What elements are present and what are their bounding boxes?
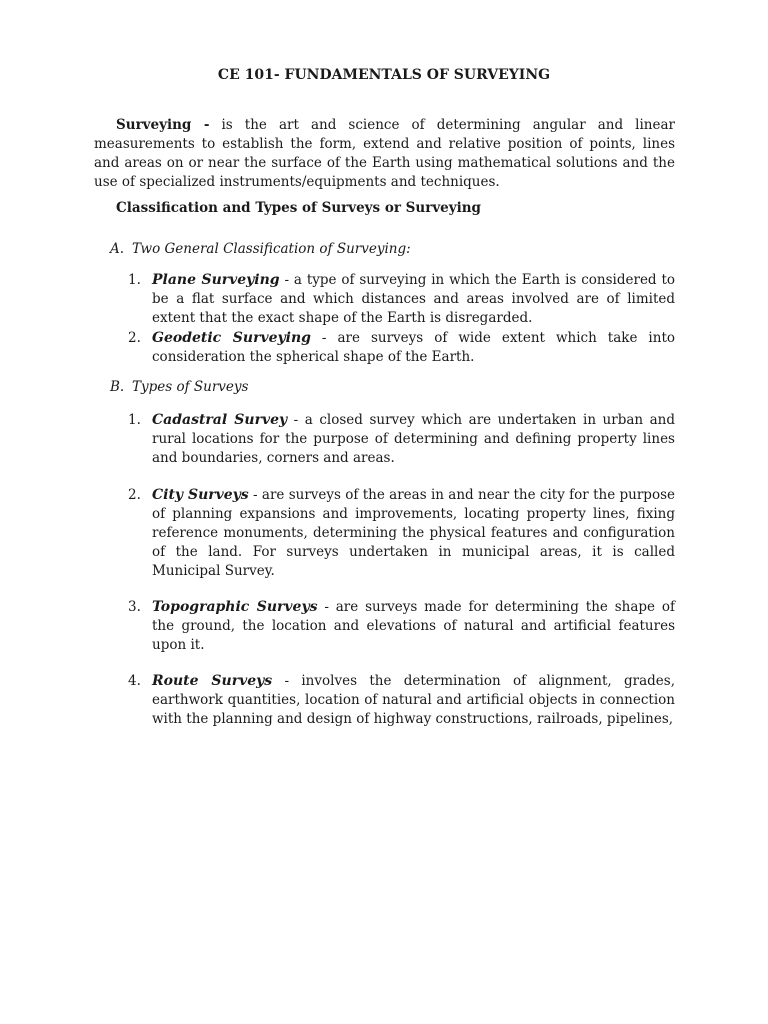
list-item-topographic-surveys bbox=[128, 598, 675, 655]
section-b-heading bbox=[110, 378, 248, 397]
document-title: CE 101- FUNDAMENTALS OF SURVEYING bbox=[217, 67, 551, 83]
list-item-text: - are surveys of wide extent which take into consideration the spherical shape of the Earth. bbox=[152, 330, 675, 365]
list-item-number: 2. bbox=[128, 330, 141, 346]
section-b-letter: B. bbox=[110, 379, 125, 395]
section-a-title: Two General Classification of Surveying: bbox=[132, 241, 411, 257]
list-item-text: - are surveys of the areas in and near the city for the purpose of planning expansions and improvements, locating property lines, fixing reference monuments, determining the physical features and configuration of the land. For surveys undertaken in municipal areas, it is called Municipal Survey. bbox=[152, 487, 675, 579]
intro-term: Surveying - bbox=[116, 117, 210, 133]
list-item-text: - a type of surveying in which the Earth is considered to be a flat surface and which distances and areas involved are of limited extent that the exact shape of the Earth is disregarded. bbox=[152, 272, 675, 326]
list-item-number: 4. bbox=[128, 673, 141, 689]
list-item-number: 1. bbox=[128, 272, 141, 288]
list-item-text: - are surveys made for determining the shape of the ground, the location and elevations of natural and artificial features upon it. bbox=[152, 599, 675, 653]
list-item-route-surveys bbox=[128, 672, 675, 729]
list-item-term: Cadastral Survey bbox=[152, 412, 288, 428]
list-item-term: Topographic Surveys bbox=[152, 599, 318, 615]
list-item-term: Route Surveys bbox=[152, 673, 273, 689]
list-item-city-surveys bbox=[128, 486, 675, 581]
section-a-heading bbox=[110, 240, 411, 259]
list-item-text: - a closed survey which are undertaken in urban and rural locations for the purpose of determining and defining property lines and boundaries, corners and areas. bbox=[152, 412, 676, 466]
list-item-cadastral-survey bbox=[128, 411, 675, 468]
list-item-term: Geodetic Surveying bbox=[152, 330, 311, 346]
section-a-letter: A. bbox=[110, 241, 125, 257]
section-b-title: Types of Surveys bbox=[132, 379, 249, 395]
list-item-number: 2. bbox=[128, 487, 141, 503]
intro-paragraph bbox=[94, 116, 675, 192]
list-item-term: Plane Surveying bbox=[152, 272, 280, 288]
list-item-number: 3. bbox=[128, 599, 141, 615]
list-item-number: 1. bbox=[128, 412, 141, 428]
list-item-geodetic-surveying bbox=[128, 329, 675, 367]
list-item-text: - involves the determination of alignment, grades, earthwork quantities, location of natural and artificial objects in connection with the planning and design of highway constructions, railroads, pipelines, bbox=[152, 673, 675, 727]
intro-text: is the art and science of determining angular and linear measurements to establish the form, extend and relative position of points, lines and areas on or near the surface of the Earth using mathematical solutions and the use of specialized instruments/equipments and techniques. bbox=[94, 117, 675, 190]
classification-heading: Classification and Types of Surveys or Surveying bbox=[116, 200, 481, 216]
list-item-term: City Surveys bbox=[152, 487, 249, 503]
list-item-plane-surveying bbox=[128, 271, 675, 328]
